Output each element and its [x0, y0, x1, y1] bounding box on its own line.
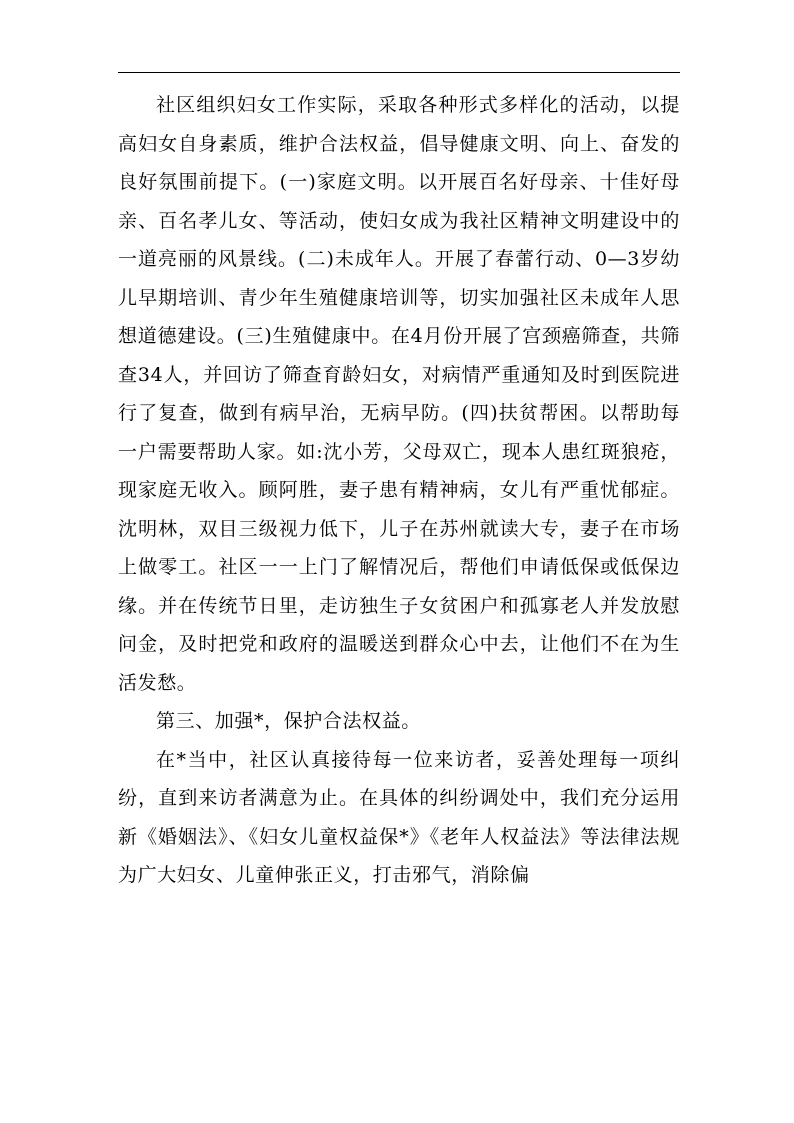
document-body — [118, 86, 680, 895]
paragraph-community-activities: 社区组织妇女工作实际，采取各种形式多样化的活动，以提高妇女自身素质，维护合法权益，倡导健康文明、向上、奋发的良好氛围前提下。(一)家庭文明。以开展百名好母亲、十佳好母亲、百名孝儿女、等活动，使妇女成为我社区精神文明建设中的一道亮丽的风景线。(二)未成年人。开展了春蕾行动、0—3岁幼儿早期培训、青少年生殖健康培训等，切实加强社区未成年人思想道德建设。(三)生殖健康中。在4月份开展了宫颈癌筛查，共筛查34人，并回访了筛查育龄妇女，对病情严重通知及时到医院进行了复查，做到有病早治，无病早防。(四)扶贫帮困。以帮助每一户需要帮助人家。如:沈小芳，父母双亡，现本人患红斑狼疮，现家庭无收入。顾阿胜，妻子患有精神病，女儿有严重忧郁症。沈明林，双目三级视力低下，儿子在苏州就读大专，妻子在市场上做零工。社区一一上门了解情况后，帮他们申请低保或低保边缘。并在传统节日里，走访独生子女贫困户和孤寡老人并发放慰问金，及时把党和政府的温暖送到群众心中去，让他们不在为生活发愁。 — [118, 94, 680, 694]
paragraph-dispute-mediation: 在*当中，社区认真接待每一位来访者，妥善处理每一项纠纷，直到来访者满意为止。在具体的纠纷调处中，我们充分运用新《婚姻法》、《妇女儿童权益保*》《老年人权益法》等法律法规为广大妇女、儿童伸张正义，打击邪气，消除偏 — [118, 748, 680, 886]
section-heading-third: 第三、加强*，保护合法权益。 — [156, 710, 421, 732]
header-rule — [118, 72, 680, 73]
